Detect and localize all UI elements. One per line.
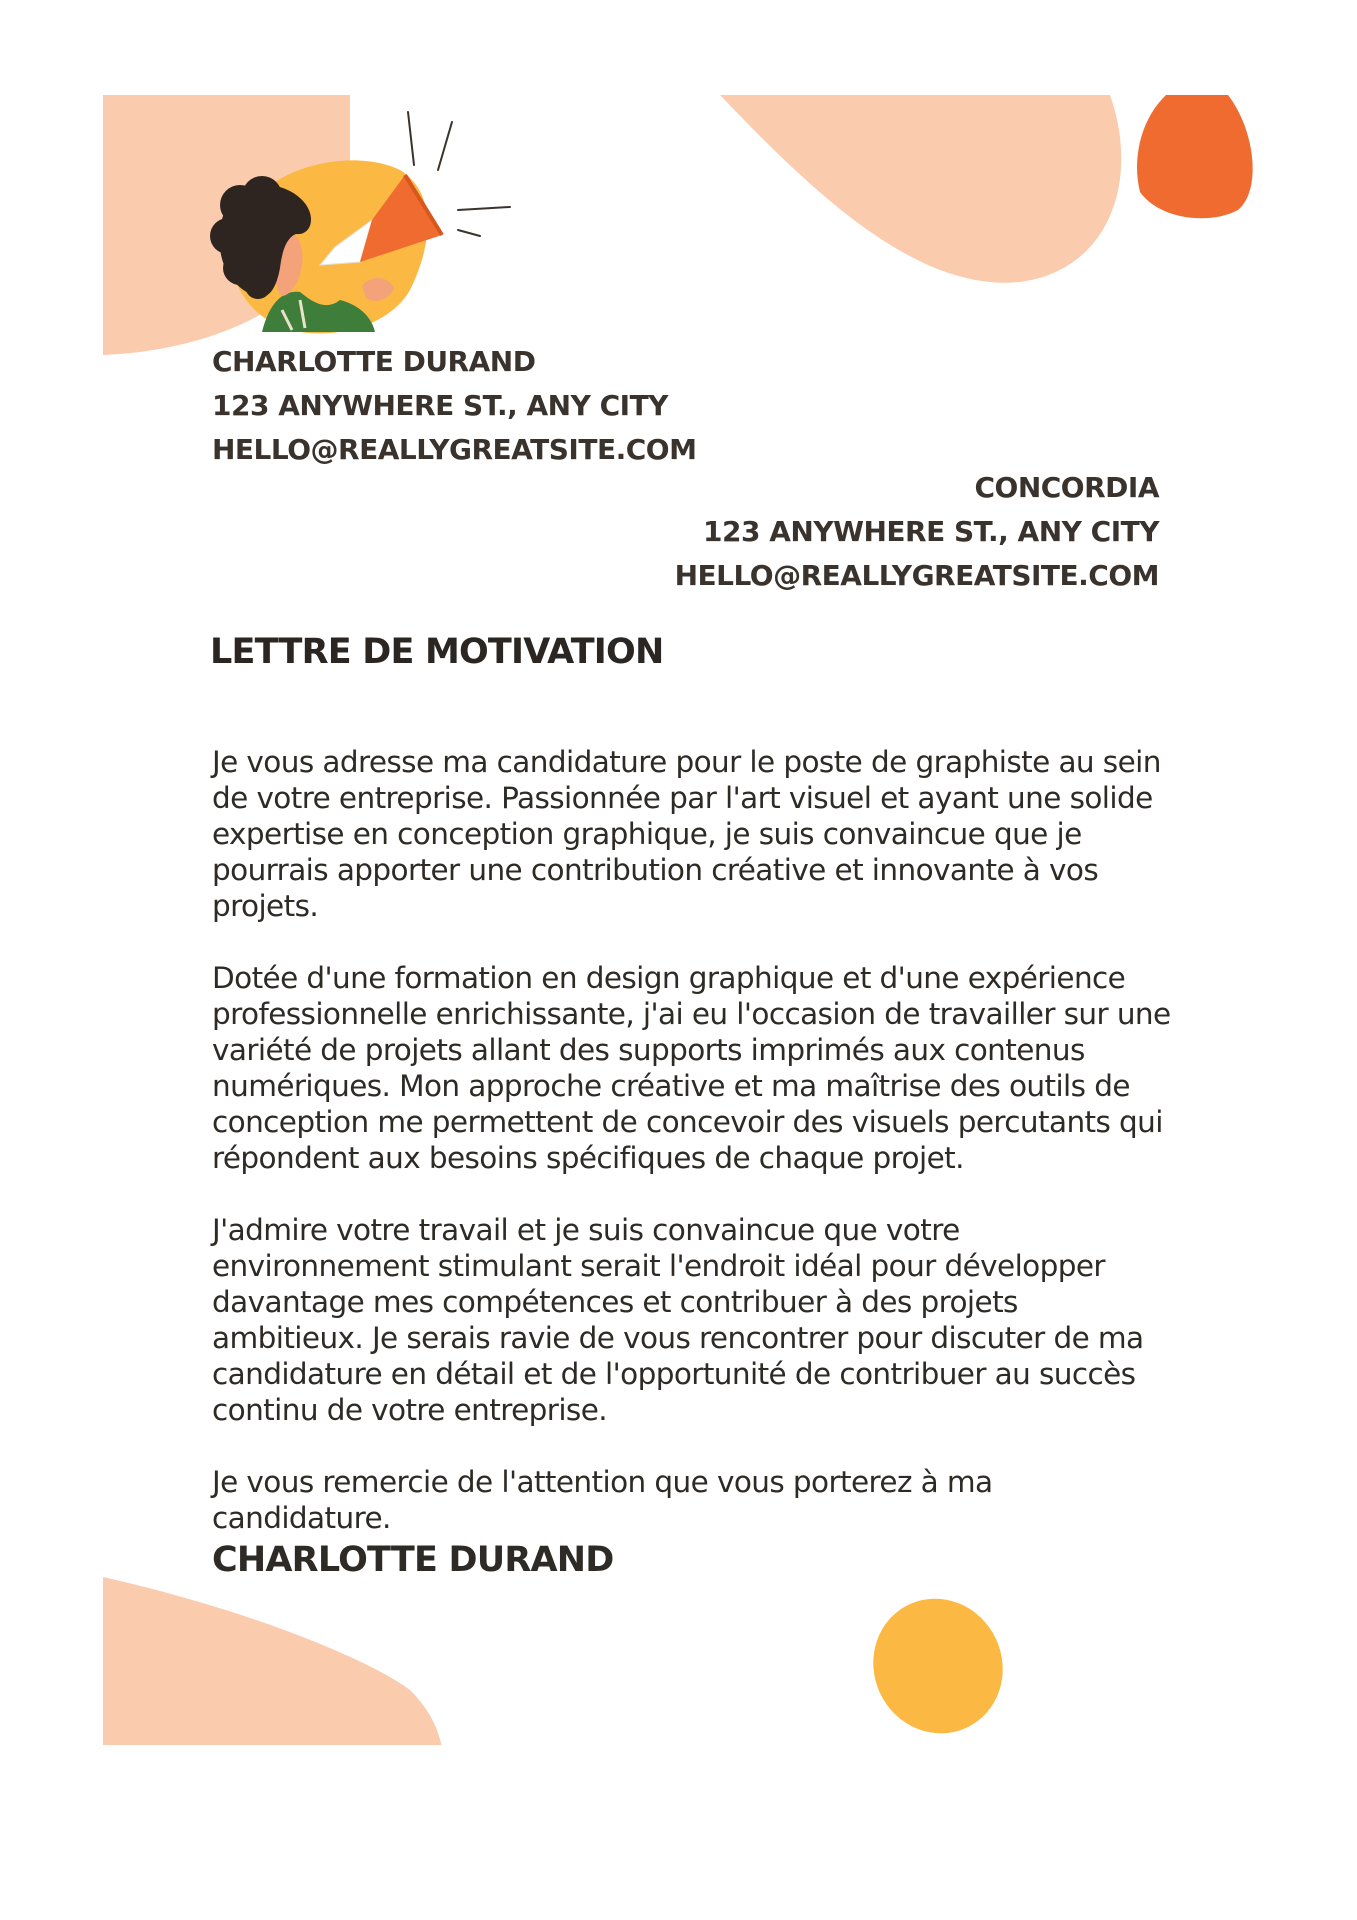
recipient-email: HELLO@REALLYGREATSITE.COM	[674, 559, 1159, 592]
paragraph: Dotée d'une formation en design graphique et d'une expérience professionnelle enrichissante, j'ai eu l'occasion de travailler sur une variété de projets allant des supports imprimés aux contenus numériques. Mon approche créative et ma maîtrise des outils de conception me permettent de concevoir des visuels percutants qui répondent aux besoins spécifiques de chaque projet.	[212, 961, 1171, 1175]
recipient-block	[675, 466, 1159, 598]
paragraph: J'admire votre travail et je suis convaincue que votre environnement stimulant serait l'endroit idéal pour développer davantage mes compétences et contribuer à des projets ambitieux. Je serais ravie de vous rencontrer pour discuter de ma candidature en détail et de l'opportunité de contribuer au succès continu de votre entreprise.	[212, 1213, 1144, 1427]
peach-blob-bottom-left	[103, 1577, 442, 1745]
signature: CHARLOTTE DURAND	[212, 1540, 614, 1580]
sender-name: CHARLOTTE DURAND	[212, 345, 536, 378]
letter-body	[212, 744, 1172, 1572]
sender-email: HELLO@REALLYGREATSITE.COM	[212, 433, 697, 466]
orange-blob	[1137, 95, 1253, 218]
sender-block	[212, 340, 696, 472]
letter-title: LETTRE DE MOTIVATION	[210, 632, 664, 672]
yellow-blob	[851, 1577, 1024, 1754]
paragraph: Je vous adresse ma candidature pour le poste de graphiste au sein de votre entreprise. Passionnée par l'art visuel et ayant une solide expertise en conception graphique, je suis convaincue que je pourrais apporter une contribution créative et innovante à vos projets.	[212, 745, 1161, 923]
sender-address: 123 ANYWHERE ST., ANY CITY	[212, 389, 668, 422]
recipient-address: 123 ANYWHERE ST., ANY CITY	[703, 515, 1159, 548]
paragraph: Je vous remercie de l'attention que vous porterez à ma candidature.	[212, 1465, 993, 1535]
peach-blob-top-right	[720, 95, 1121, 283]
recipient-name: CONCORDIA	[974, 471, 1159, 504]
